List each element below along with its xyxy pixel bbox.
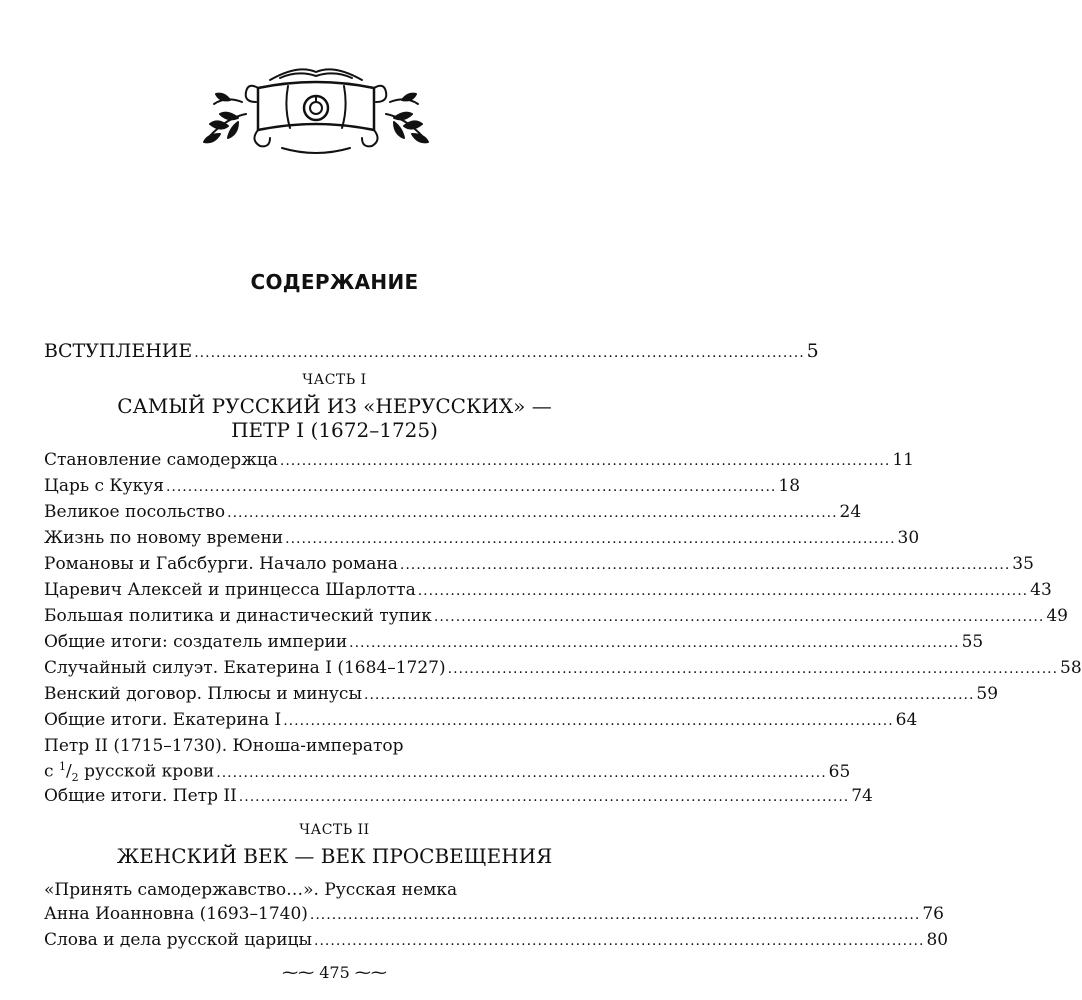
entry-title: Великое посольство xyxy=(44,502,226,522)
page-number xyxy=(0,963,669,982)
entry-prefix: с xyxy=(44,761,59,782)
entry-page: 74 xyxy=(851,786,873,806)
entry-page: 76 xyxy=(922,904,944,924)
toc-entry xyxy=(44,580,1052,606)
toc-heading: СОДЕРЖАНИЕ xyxy=(250,270,419,294)
entry-title: Случайный силуэт. Екатерина I (1684–1727) xyxy=(44,658,446,678)
entry-title: Романовы и Габсбурги. Начало романа xyxy=(44,554,398,574)
fraction-denominator: 2 xyxy=(71,771,79,785)
toc-entry xyxy=(44,502,862,528)
entry-page: 80 xyxy=(926,930,949,950)
dot-leader: ................................................................................................................ xyxy=(433,609,1045,625)
entry-title: ВСТУПЛЕНИЕ xyxy=(44,340,193,362)
toc-entry-intro xyxy=(44,340,819,366)
entry-page: 24 xyxy=(839,502,862,522)
toc-entry xyxy=(44,930,949,956)
entry-title: Общие итоги. Екатерина I xyxy=(44,710,282,730)
toc-entry xyxy=(44,658,1082,684)
folio-number: 475 xyxy=(319,963,350,982)
swash-right-icon: ⁓⁓ xyxy=(354,963,387,982)
toc-entry xyxy=(44,554,1034,580)
dot-leader: ................................................................................................................ xyxy=(283,713,894,729)
entry-title: Царь с Кукуя xyxy=(44,476,164,496)
dot-leader: ................................................................................................................ xyxy=(194,345,805,361)
entry-page: 18 xyxy=(778,476,801,496)
part-1-label: ЧАСТЬ I xyxy=(302,372,367,388)
dot-leader: ................................................................................................................ xyxy=(227,505,838,521)
part-1-title-line-1: САМЫЙ РУССКИЙ ИЗ «НЕРУССКИХ» — xyxy=(117,394,552,418)
dot-leader: ................................................................................................................ xyxy=(238,789,850,805)
toc-entry xyxy=(44,684,999,710)
banner-ornament-icon xyxy=(198,58,434,162)
dot-leader: ................................................................................................................ xyxy=(417,583,1029,599)
entry-title: Большая политика и династический тупик xyxy=(44,606,432,626)
dot-leader: ................................................................................................................ xyxy=(364,687,975,703)
entry-title: Становление самодержца xyxy=(44,450,278,470)
entry-title: Жизнь по новому времени xyxy=(44,528,284,548)
entry-title: с $^1/_2$ русской крови xyxy=(44,760,215,785)
entry-page: 5 xyxy=(806,340,819,362)
toc-entry xyxy=(44,632,984,658)
dot-leader: ................................................................................................................ xyxy=(216,764,827,781)
toc-entry xyxy=(44,904,944,930)
dot-leader: ................................................................................................................ xyxy=(309,907,921,923)
entry-title: Общие итоги: создатель империи xyxy=(44,632,348,652)
entry-page: 65 xyxy=(828,761,851,782)
dot-leader: ................................................................................................................ xyxy=(447,661,1059,677)
toc-entry xyxy=(44,786,873,812)
entry-page: 30 xyxy=(897,528,920,548)
entry-title: Венский договор. Плюсы и минусы xyxy=(44,684,362,704)
dot-leader: ................................................................................................................ xyxy=(349,635,960,651)
part-1-title-line-2: ПЕТР I (1672–1725) xyxy=(231,418,438,442)
dot-leader: ................................................................................................................ xyxy=(399,557,1011,573)
toc-entry xyxy=(44,606,1068,632)
entry-page: 11 xyxy=(892,450,914,470)
entry-page: 64 xyxy=(895,710,918,730)
entry-page: 58 xyxy=(1060,658,1082,678)
swash-left-icon: ⁓⁓ xyxy=(282,963,315,982)
entry-title: Общие итоги. Петр II xyxy=(44,786,237,806)
toc-entry xyxy=(44,450,914,476)
entry-title: Царевич Алексей и принцесса Шарлотта xyxy=(44,580,416,600)
dot-leader: ................................................................................................................ xyxy=(165,479,777,495)
entry-page: 35 xyxy=(1012,554,1034,574)
entry-title: Слова и дела русской царицы xyxy=(44,930,313,950)
entry-page: 49 xyxy=(1046,606,1068,626)
entry-page: 43 xyxy=(1030,580,1052,600)
entry-page: 59 xyxy=(976,684,999,704)
toc-entry xyxy=(44,528,920,554)
toc-entry xyxy=(44,476,801,502)
entry-page: 55 xyxy=(961,632,984,652)
fraction-numerator: 1 xyxy=(58,760,66,773)
toc-entry-anna-line-1: «Принять самодержавство…». Русская немка xyxy=(44,880,458,900)
entry-suffix: русской крови xyxy=(78,761,215,782)
dot-leader: ................................................................................................................ xyxy=(279,453,891,469)
dot-leader: ................................................................................................................ xyxy=(314,933,925,949)
dot-leader: ................................................................................................................ xyxy=(285,531,896,547)
toc-entry-peter2-line-2 xyxy=(44,760,851,786)
part-2-title: ЖЕНСКИЙ ВЕК — ВЕК ПРОСВЕЩЕНИЯ xyxy=(116,844,553,868)
entry-title: Анна Иоанновна (1693–1740) xyxy=(44,904,308,924)
toc-entry xyxy=(44,710,918,736)
toc-entry-peter2-line-1: Петр II (1715–1730). Юноша-император xyxy=(44,736,404,756)
part-2-label: ЧАСТЬ II xyxy=(299,822,370,838)
